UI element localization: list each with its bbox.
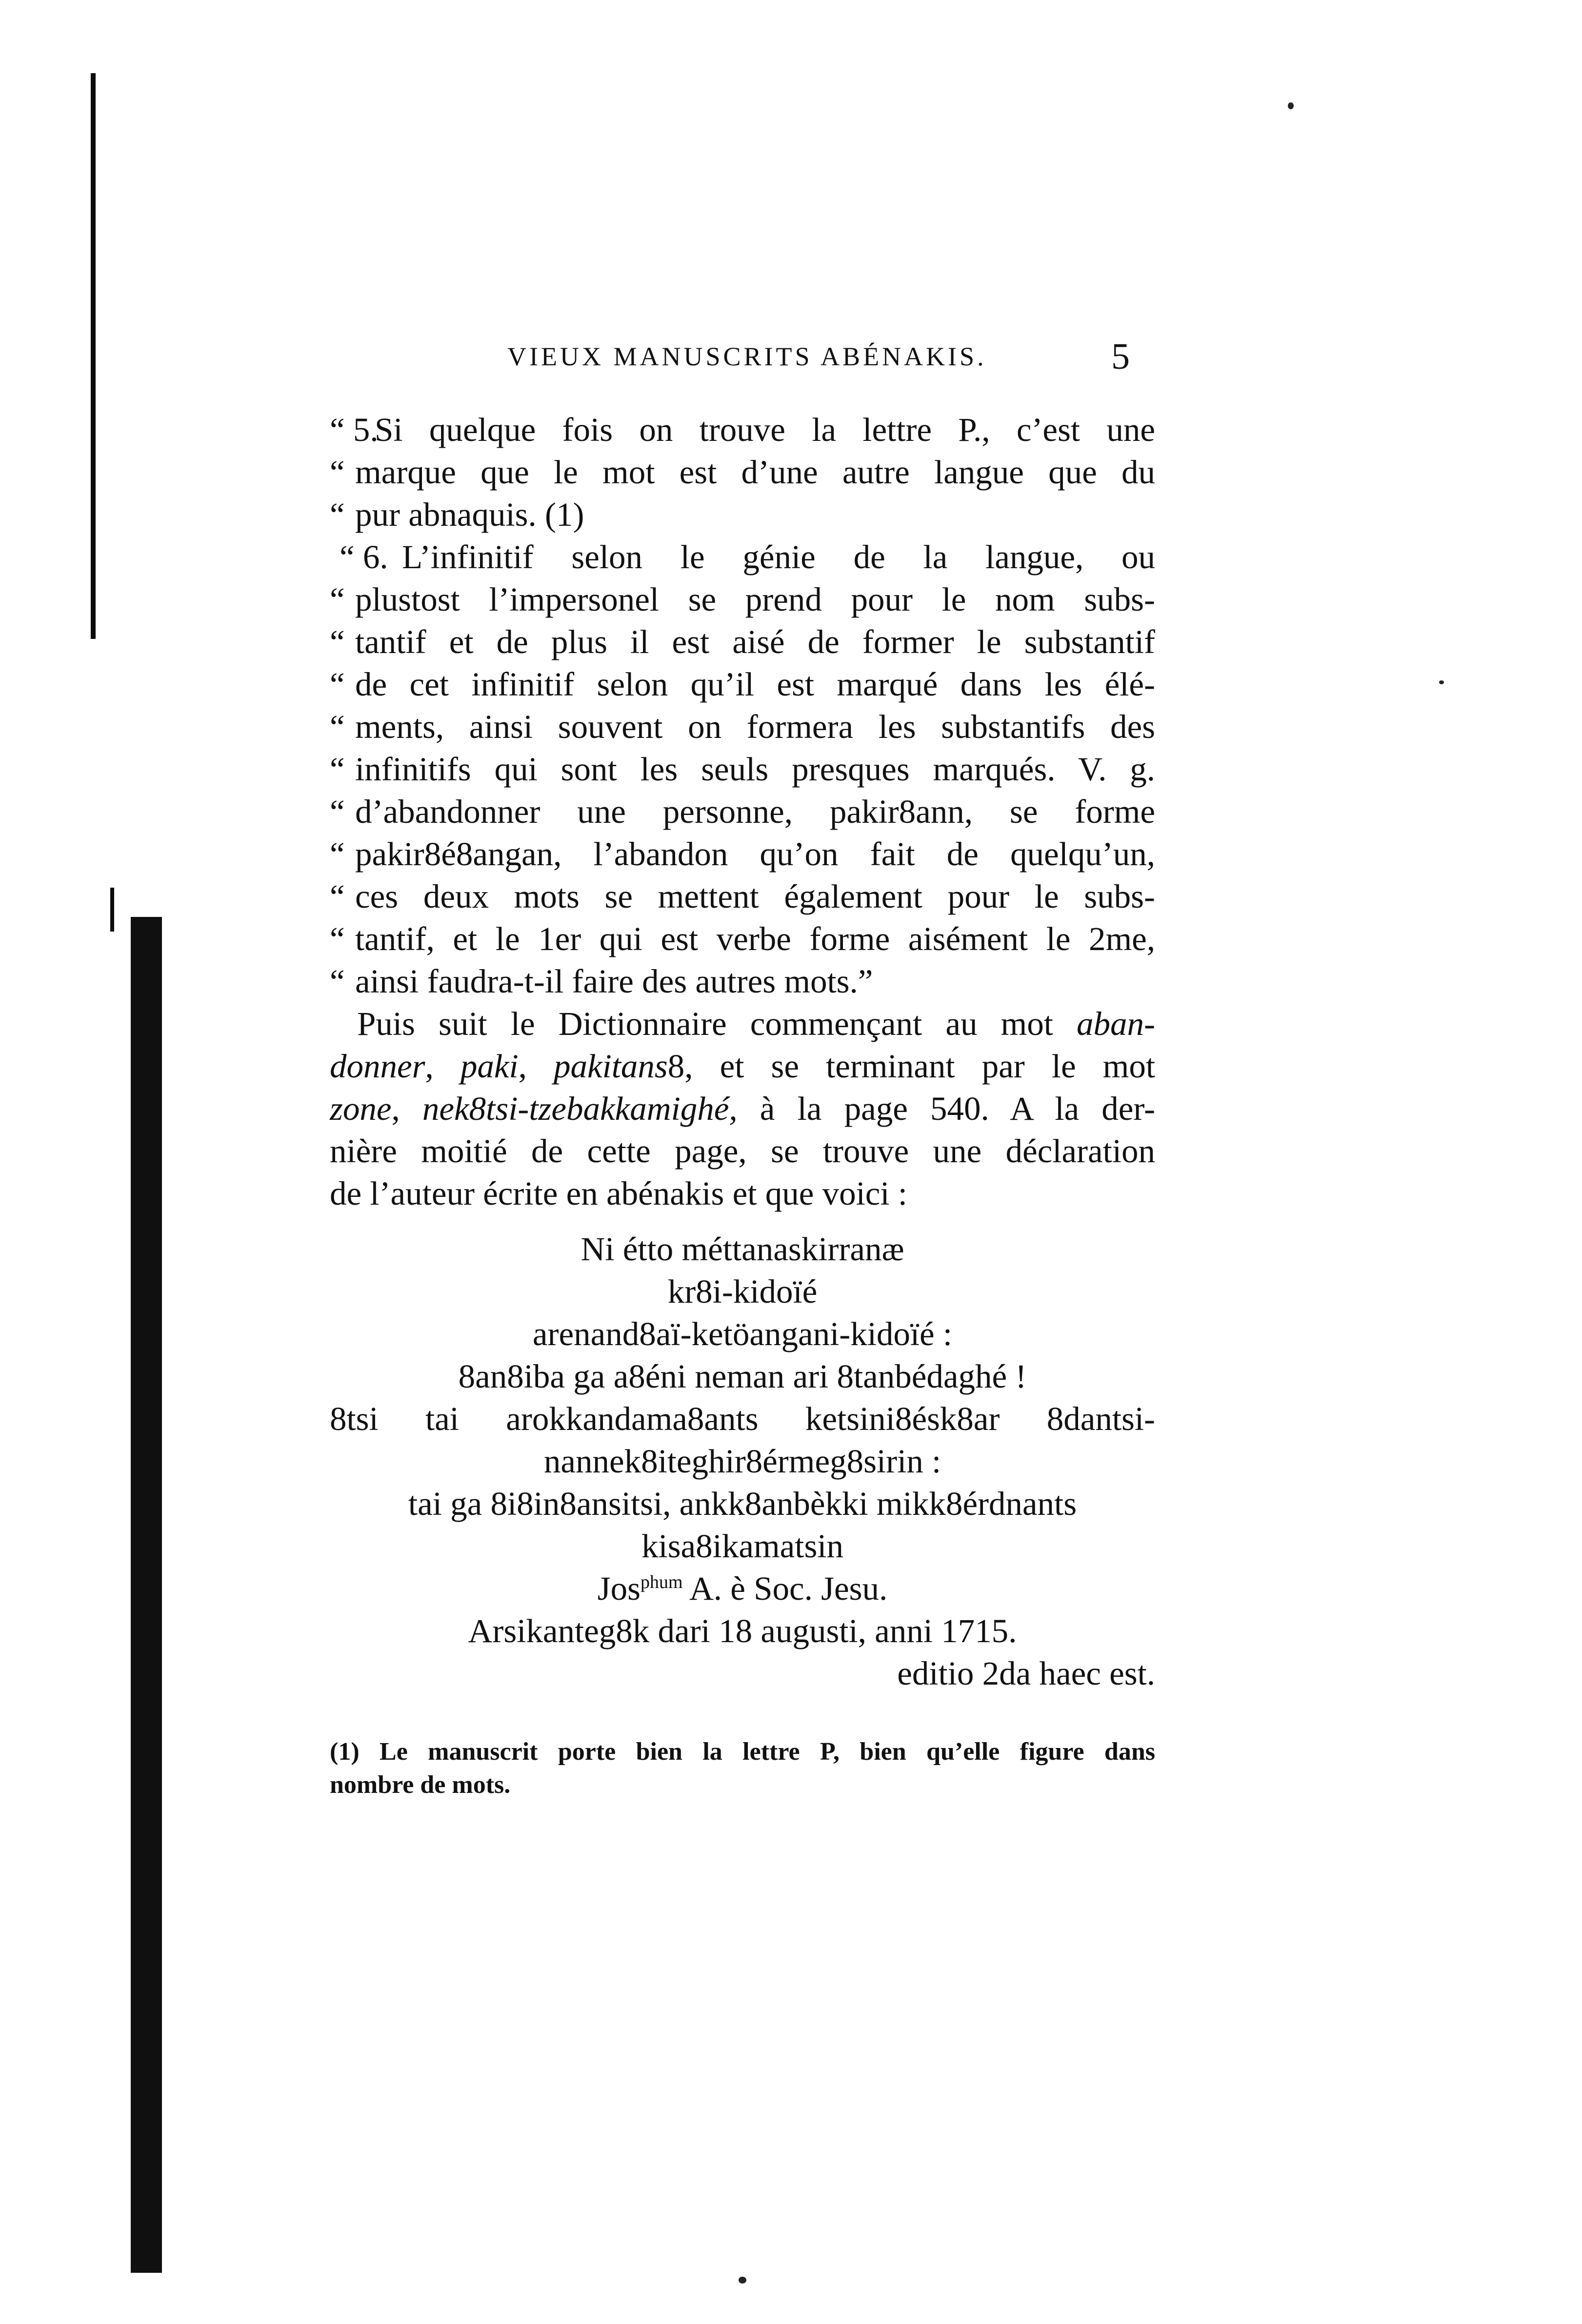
quote-text: ces deux mots se mettent également pour le subs- [355,878,1155,915]
quote-line [330,960,1155,1003]
quote-mark: “ [330,751,345,788]
quote-mark: “ [330,496,345,533]
quote-mark: “ [330,623,345,660]
declaration-line: nannek8iteghir8érmeg8sirin : [543,1443,941,1480]
quote-text: tantif et de plus il est aisé de former le substantif [355,623,1155,660]
signature-name: Jos [597,1570,641,1607]
paragraph-italic: pakitans [553,1048,668,1085]
paragraph-italic: donner [330,1048,425,1085]
paragraph-text: , [518,1048,554,1085]
paragraph-line [330,1003,1155,1045]
quote-text: plustost l’impersonel se prend pour le nom subs- [355,581,1155,618]
quote-text: pakir8é8angan, l’abandon qu’on fait de quelqu’un, [355,835,1155,873]
quote-line [330,791,1155,833]
binding-edge-bottom [131,917,162,2273]
quote-mark: “ [330,835,345,873]
declaration-line: 8tsi tai arokkandama8ants ketsini8ésk8ar 8dantsi- [330,1400,1155,1437]
quote-line [330,536,1155,578]
quote-text: d’abandonner une personne, pakir8ann, se forme [355,793,1155,830]
quote-mark: “ [330,666,345,703]
quote-text: L’infinitif selon le génie de la langue, ou [402,538,1155,576]
declaration-line: kr8i-kidoïé [667,1273,818,1310]
quote-line [330,875,1155,918]
quote-line [330,409,1155,451]
quote-mark: “ [330,963,345,1000]
quote-text: marque que le mot est d’une autre langue que du [355,454,1155,491]
footnote-line: (1) Le manuscrit porte bien la lettre P, bien qu’elle figure dans [330,1738,1155,1766]
paragraph-text: , [391,1090,422,1127]
declaration-line: arenand8aï-ketöangani-kidoïé : [532,1315,953,1352]
quote-text: pur abnaquis. (1) [355,496,584,533]
quote-mark: “ [330,708,345,745]
footnote [330,1735,1155,1802]
binding-edge-mark [110,888,114,932]
binding-edge-top [91,73,96,639]
declaration-line: Ni étto méttanaskirranæ [581,1231,904,1268]
quote-text: infinitifs qui sont les seuls presques marqués. V. g. [355,751,1155,788]
quote-mark: “ [330,793,345,830]
scan-speck [739,2277,746,2284]
paragraph-text: , [425,1048,461,1085]
quote-text: Si quelque fois on trouve la lettre P., c’est une [375,411,1155,448]
quote-text: ainsi faudra-t-il faire des autres mots.” [355,963,873,1000]
signature-society: A. è Soc. Jesu. [682,1570,888,1607]
quote-line [330,578,1155,621]
declaration-line: tai ga 8i8in8ansitsi, ankk8anbèkki mikk8érdnants [408,1485,1077,1522]
quote-mark: “ [330,581,345,618]
paragraph [330,1003,1155,1215]
signature-line [330,1568,1155,1610]
scan-speck [1439,680,1444,684]
quote-mark: “ [330,878,345,915]
paragraph-italic: aban- [1077,1005,1155,1042]
paragraph-text: à la page 540. A la der- [737,1090,1156,1127]
quote-line [330,833,1155,875]
paragraph-line [330,1088,1155,1130]
footnote-line: nombre de mots. [330,1771,511,1799]
quote-line [330,748,1155,791]
running-head: VIEUX MANUSCRITS ABÉNAKIS. [507,342,987,371]
quote-text: de cet infinitif selon qu’il est marqué dans les élé- [355,666,1155,703]
quote-mark: “ 5. [330,411,379,448]
quote-mark: “ [330,920,345,957]
date-line: Arsikanteg8k dari 18 augusti, anni 1715. [468,1612,1017,1649]
paragraph-italic: zone [330,1090,392,1127]
paragraph-text: Puis suit le Dictionnaire commençant au mot [357,1005,1077,1042]
page-number: 5 [1111,336,1130,377]
quote-line [330,706,1155,748]
paragraph-italic: paki [460,1048,519,1085]
paragraph-line [330,1045,1155,1088]
quote-mark: “ 6. [340,538,388,576]
declaration-line: 8an8iba ga a8éni neman ari 8tanbédaghé ! [458,1358,1027,1395]
quote-line [330,621,1155,663]
quote-line [330,451,1155,494]
paragraph-line: de l’auteur écrite en abénakis et que voici : [330,1175,907,1212]
quote-line [330,918,1155,960]
quoted-passage [330,409,1155,1003]
quote-mark: “ [330,454,345,491]
quote-text: tantif, et le 1er qui est verbe forme aisément le 2me, [355,920,1155,957]
paragraph-line: nière moitié de cette page, se trouve une déclaration [330,1132,1155,1170]
paragraph-text: 8, et se terminant par le mot [667,1048,1155,1085]
quote-line [330,663,1155,706]
signature-superscript: phum [640,1572,683,1592]
quote-text: ments, ainsi souvent on formera les substantifs des [355,708,1155,745]
paragraph-italic: nek8tsi-tzebakkamighé, [422,1090,738,1127]
declaration-line: kisa8ikamatsin [641,1528,843,1565]
scan-speck [1288,102,1294,109]
edition-line: editio 2da haec est. [897,1655,1155,1692]
quote-line [330,494,1155,536]
declaration [330,1228,1155,1695]
